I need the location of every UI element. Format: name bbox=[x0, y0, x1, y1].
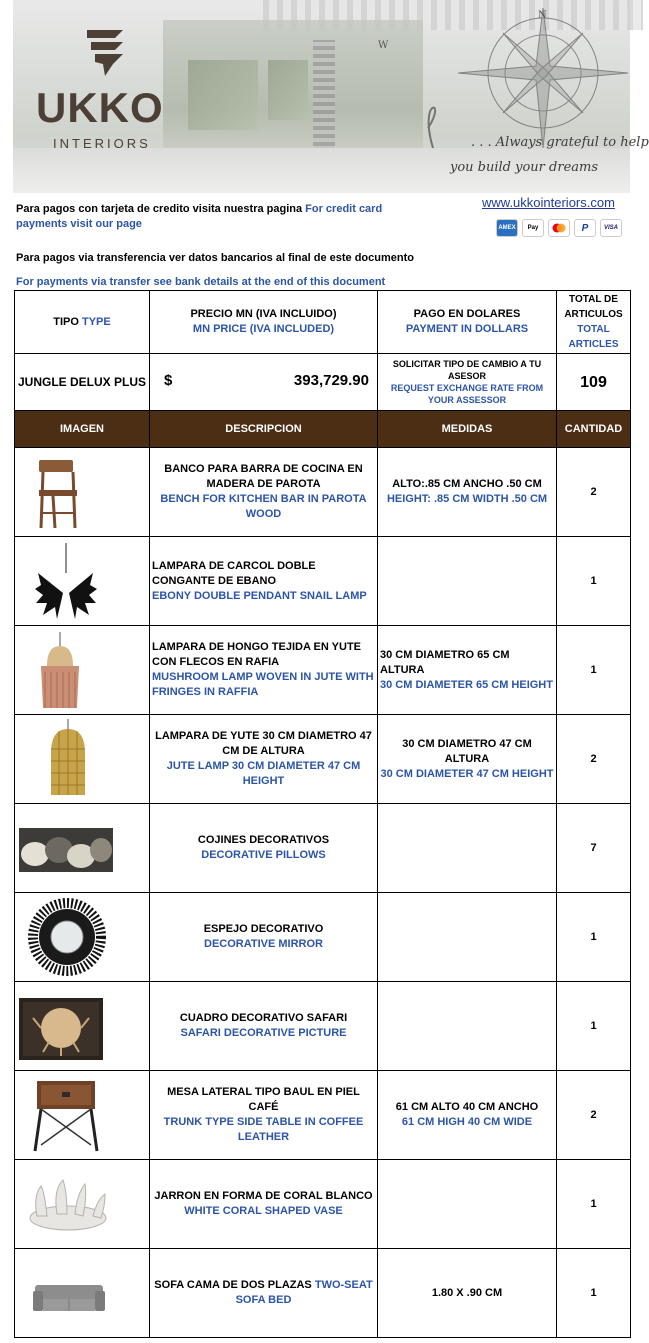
item-description: CUADRO DECORATIVO SAFARI SAFARI DECORATIVE PICTURE bbox=[150, 982, 378, 1071]
table-row bbox=[15, 626, 631, 715]
tagline-line-2: you build your dreams bbox=[450, 160, 599, 175]
col-quantity: CANTIDAD bbox=[557, 411, 631, 448]
website-link[interactable]: www.ukkointeriors.com bbox=[482, 195, 615, 210]
item-description: MESA LATERAL TIPO BAUL EN PIEL CAFÉ TRUNK TYPE SIDE TABLE IN COFFEE LEATHER bbox=[150, 1071, 378, 1160]
safari-picture-icon bbox=[19, 998, 103, 1060]
mastercard-icon bbox=[548, 219, 570, 237]
item-description: LAMPARA DE CARCOL DOBLE CONGANTE DE EBANO EBONY DOUBLE PENDANT SNAIL LAMP bbox=[150, 537, 378, 626]
item-quantity: 1 bbox=[557, 982, 631, 1071]
summary-header-row bbox=[15, 291, 631, 354]
table-row bbox=[15, 982, 631, 1071]
summary-row bbox=[15, 354, 631, 411]
table-row bbox=[15, 448, 631, 537]
item-measures bbox=[378, 982, 557, 1071]
item-measures: 30 CM DIAMETRO 47 CM ALTURA 30 CM DIAMETER 47 CM HEIGHT bbox=[378, 715, 557, 804]
item-quantity: 1 bbox=[557, 537, 631, 626]
item-measures bbox=[378, 893, 557, 982]
tagline-line-1: . . . Always grateful to help bbox=[471, 135, 649, 150]
table-row bbox=[15, 893, 631, 982]
type-header: TIPO TYPE bbox=[15, 291, 150, 354]
item-image bbox=[15, 626, 150, 715]
item-image bbox=[15, 804, 150, 893]
item-image bbox=[15, 1249, 150, 1338]
total-articles: 109 bbox=[557, 354, 631, 411]
col-image: IMAGEN bbox=[15, 411, 150, 448]
item-measures bbox=[378, 1160, 557, 1249]
column-header-row bbox=[15, 411, 631, 448]
item-image bbox=[15, 448, 150, 537]
quote-table bbox=[14, 290, 631, 1338]
item-image bbox=[15, 982, 150, 1071]
item-quantity: 1 bbox=[557, 893, 631, 982]
item-image bbox=[15, 893, 150, 982]
item-description: COJINES DECORATIVOS DECORATIVE PILLOWS bbox=[150, 804, 378, 893]
payment-cards bbox=[496, 219, 622, 237]
package-name: JUNGLE DELUX PLUS bbox=[15, 354, 150, 411]
item-image bbox=[15, 1071, 150, 1160]
credit-card-note-es: Para pagos con tarjeta de credito visita nuestra pagina bbox=[16, 203, 303, 215]
transfer-note-en: For payments via transfer see bank details at the end of this document bbox=[16, 276, 386, 288]
logo-text: UKKO bbox=[36, 84, 164, 131]
table-row bbox=[15, 1071, 631, 1160]
snail-lamp-icon bbox=[33, 543, 99, 623]
visa-icon: VISA bbox=[600, 219, 622, 237]
total-header: TOTAL DE ARTICULOS TOTAL ARTICLES bbox=[557, 291, 631, 354]
item-description: LAMPARA DE YUTE 30 CM DIAMETRO 47 CM DE ALTURA JUTE LAMP 30 CM DIAMETER 47 CM HEIGHT bbox=[150, 715, 378, 804]
item-description: BANCO PARA BARRA DE COCINA EN MADERA DE PAROTA BENCH FOR KITCHEN BAR IN PAROTA WOOD bbox=[150, 448, 378, 537]
price-amount: 393,729.90 bbox=[293, 372, 369, 389]
table-row bbox=[15, 1160, 631, 1249]
item-image bbox=[15, 537, 150, 626]
item-image bbox=[15, 1160, 150, 1249]
item-quantity: 2 bbox=[557, 448, 631, 537]
table-row bbox=[15, 537, 631, 626]
apple-pay-icon: Pay bbox=[522, 219, 544, 237]
item-description: LAMPARA DE HONGO TEJIDA EN YUTE CON FLECOS EN RAFIA MUSHROOM LAMP WOVEN IN JUTE WITH FRINGES IN RAFFIA bbox=[150, 626, 378, 715]
col-description: DESCRIPCION bbox=[150, 411, 378, 448]
amex-icon: AMEX bbox=[496, 219, 518, 237]
item-description: ESPEJO DECORATIVO DECORATIVE MIRROR bbox=[150, 893, 378, 982]
item-quantity: 1 bbox=[557, 626, 631, 715]
currency-symbol: $ bbox=[164, 372, 173, 389]
paypal-icon: P bbox=[574, 219, 596, 237]
exchange-rate-note: SOLICITAR TIPO DE CAMBIO A TU ASESOR REQUEST EXCHANGE RATE FROM YOUR ASSESSOR bbox=[378, 354, 557, 411]
table-row bbox=[15, 804, 631, 893]
compass-letter: N bbox=[538, 10, 547, 21]
usd-header: PAGO EN DOLARES PAYMENT IN DOLLARS bbox=[378, 291, 557, 354]
item-measures bbox=[378, 804, 557, 893]
item-measures: 1.80 X .90 CM bbox=[378, 1249, 557, 1338]
item-measures: 30 CM DIAMETRO 65 CM ALTURA 30 CM DIAMETER 65 CM HEIGHT bbox=[378, 626, 557, 715]
price-cell bbox=[150, 354, 378, 411]
credit-card-note-en: For credit card payments visit our page bbox=[16, 203, 383, 230]
item-measures: 61 CM ALTO 40 CM ANCHO 61 CM HIGH 40 CM WIDE bbox=[378, 1071, 557, 1160]
item-image bbox=[15, 715, 150, 804]
table-row bbox=[15, 715, 631, 804]
item-quantity: 2 bbox=[557, 1071, 631, 1160]
item-measures bbox=[378, 537, 557, 626]
mirror-icon bbox=[29, 901, 105, 973]
mushroom-lamp-icon bbox=[37, 632, 83, 710]
jute-lamp-icon bbox=[43, 719, 93, 799]
bench-icon bbox=[33, 458, 83, 530]
credit-card-note bbox=[16, 202, 386, 232]
item-description: JARRON EN FORMA DE CORAL BLANCO WHITE CORAL SHAPED VASE bbox=[150, 1160, 378, 1249]
coral-vase-icon bbox=[23, 1176, 113, 1234]
table-row bbox=[15, 1249, 631, 1338]
item-quantity: 1 bbox=[557, 1249, 631, 1338]
ukko-logo-icon bbox=[83, 28, 127, 78]
item-description: SOFA CAMA DE DOS PLAZAS TWO-SEAT SOFA BED bbox=[150, 1249, 378, 1338]
window-view bbox=[268, 60, 308, 120]
item-quantity: 7 bbox=[557, 804, 631, 893]
pillows-icon bbox=[19, 828, 113, 872]
price-header: PRECIO MN (IVA INCLUIDO) MN PRICE (IVA INCLUDED) bbox=[150, 291, 378, 354]
window-view bbox=[188, 60, 258, 130]
sofa-bed-icon bbox=[33, 1279, 105, 1315]
compass-letter: W bbox=[378, 40, 389, 51]
header-banner bbox=[13, 0, 649, 193]
item-quantity: 1 bbox=[557, 1160, 631, 1249]
item-measures: ALTO:.85 CM ANCHO .50 CM HEIGHT: .85 CM WIDTH .50 CM bbox=[378, 448, 557, 537]
transfer-note-es: Para pagos via transferencia ver datos bancarios al final de este documento bbox=[16, 252, 414, 264]
logo-subtitle: INTERIORS bbox=[53, 136, 151, 151]
side-table-icon bbox=[31, 1079, 101, 1153]
item-quantity: 2 bbox=[557, 715, 631, 804]
col-measures: MEDIDAS bbox=[378, 411, 557, 448]
